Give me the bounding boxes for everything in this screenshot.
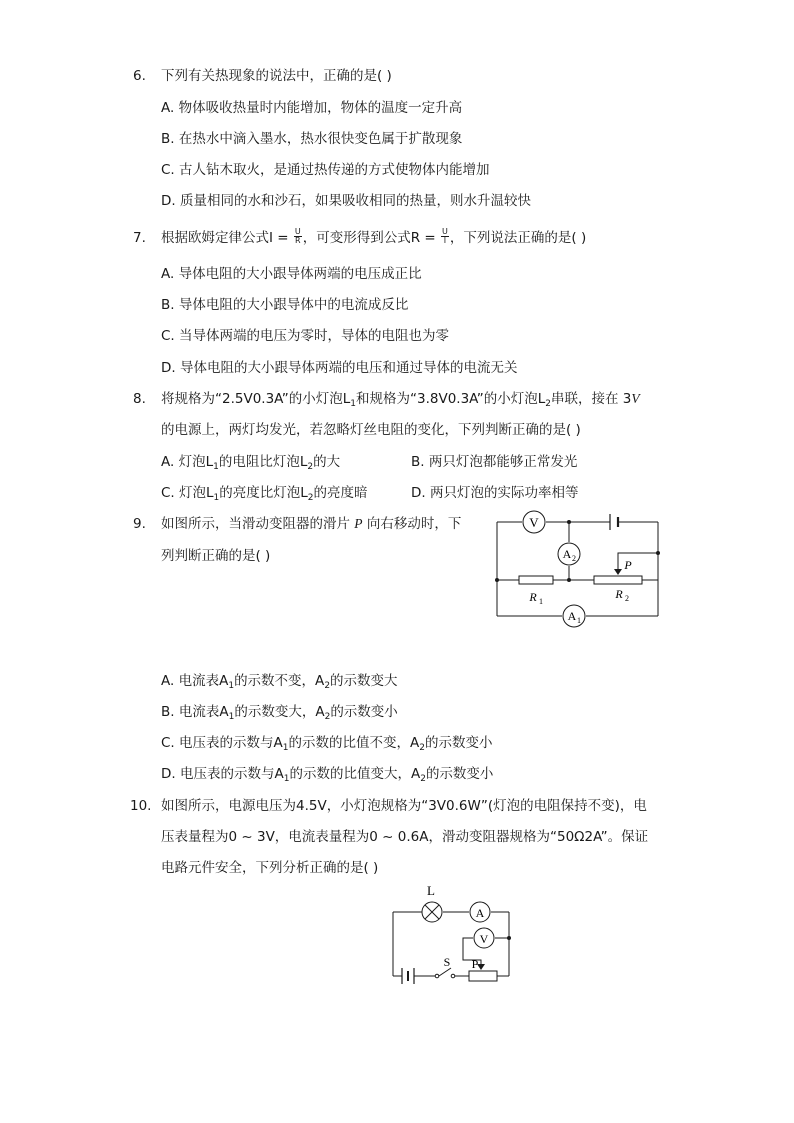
q10-ammeter-symbol bbox=[470, 902, 490, 922]
q9-stem-part-b: 向右移动时，下 bbox=[362, 516, 462, 532]
q9-optD-part-b: 的示数的比值变大，A bbox=[289, 766, 421, 782]
q6-stem: 下列有关热现象的说法中，正确的是( ) bbox=[161, 68, 392, 84]
q7-formula-fraction-2 bbox=[441, 228, 449, 245]
q9-ammeter-a1-sub: 1 bbox=[577, 616, 581, 625]
q9-optD-part-c: 的示数变小 bbox=[425, 766, 494, 782]
q10-voltmeter-symbol bbox=[474, 928, 494, 948]
q8-sub-1: 1 bbox=[350, 399, 356, 409]
q7-option-d: D. 导体电阻的大小跟导体两端的电压和通过导体的电流无关 bbox=[161, 360, 518, 376]
q8-option-a bbox=[161, 453, 340, 471]
q9-optB-part-c: 的示数变小 bbox=[330, 704, 398, 720]
q9-optA-part-c: 的示数变大 bbox=[330, 673, 398, 689]
q8-option-c bbox=[161, 484, 368, 502]
q9-optB-sub-1: 1 bbox=[228, 712, 235, 722]
q8-optA-part-a: A. 灯泡L bbox=[161, 454, 214, 470]
q9-ammeter-a2-symbol bbox=[558, 543, 580, 565]
q9-optA-part-a: A. 电流表A bbox=[161, 673, 229, 689]
q9-optA-sub-2: 2 bbox=[324, 681, 331, 691]
q9-optC-part-c: 的示数变小 bbox=[424, 735, 493, 751]
q9-optD-sub-2: 2 bbox=[420, 774, 426, 784]
q9-ammeter-a2-label: A bbox=[562, 547, 572, 561]
q9-option-b bbox=[161, 703, 398, 721]
q10-circuit-diagram bbox=[385, 880, 520, 992]
q9-stem-part-a: 如图所示，当滑动变阻器的滑片 bbox=[161, 516, 355, 532]
q9-optB-part-a: B. 电流表A bbox=[161, 704, 229, 720]
q9-optD-sub-1: 1 bbox=[283, 774, 290, 784]
q8-optA-part-b: 的电阻比灯泡L bbox=[218, 454, 308, 470]
q8-number: 8. bbox=[133, 391, 146, 407]
q7-frac2-num: U bbox=[442, 226, 448, 236]
q8-stem-part-a: 将规格为“2.5V0.3A”的小灯泡L bbox=[161, 391, 351, 407]
q6-option-b: B. 在热水中滴入墨水，热水很快变色属于扩散现象 bbox=[161, 131, 463, 147]
q7-option-a: A. 导体电阻的大小跟导体两端的电压成正比 bbox=[161, 266, 422, 282]
q6-number: 6. bbox=[133, 68, 146, 84]
q10-stem-line2: 压表量程为0 ~ 3V，电流表量程为0 ~ 0.6A，滑动变阻器规格为“50Ω2A”。保证 bbox=[161, 829, 649, 845]
q9-option-d bbox=[161, 765, 493, 783]
q10-stem-line1: 如图所示，电源电压为4.5V，小灯泡规格为“3V0.6W”(灯泡的电阻保持不变)，电 bbox=[161, 798, 647, 814]
q10-switch-label: S bbox=[443, 955, 451, 969]
q10-number: 10. bbox=[130, 798, 152, 814]
q8-stem-line2: 的电源上，两灯均发光，若忽略灯丝电阻的变化，下列判断正确的是( ) bbox=[161, 422, 581, 438]
q9-ammeter-a1-symbol bbox=[563, 605, 585, 627]
q9-optC-sub-2: 2 bbox=[419, 743, 425, 753]
q7-formula-fraction-1 bbox=[294, 228, 302, 245]
q9-optA-sub-1: 1 bbox=[228, 681, 235, 691]
q10-slider-label: P bbox=[471, 957, 479, 971]
q9-r1-label: R bbox=[529, 590, 537, 604]
q10-rheostat bbox=[469, 971, 497, 981]
q7-number: 7. bbox=[133, 230, 146, 246]
q8-optC-sub-1: 1 bbox=[213, 493, 220, 503]
q8-stem-part-b: 和规格为“3.8V0.3A”的小灯泡L bbox=[356, 391, 546, 407]
q8-optA-sub-2: 2 bbox=[307, 462, 314, 472]
q10-stem-line3: 电路元件安全，下列分析正确的是( ) bbox=[161, 860, 379, 876]
q8-stem-line1 bbox=[161, 390, 640, 408]
q8-optC-part-c: 的亮度暗 bbox=[313, 485, 368, 501]
q9-circuit-diagram bbox=[490, 508, 670, 630]
q9-rheostat-r2 bbox=[594, 576, 642, 584]
q9-stem-line1 bbox=[161, 515, 461, 533]
q8-option-d: D. 两只灯泡的实际功率相等 bbox=[411, 485, 579, 501]
q9-optB-part-b: 的示数变大，A bbox=[234, 704, 325, 720]
q9-optB-sub-2: 2 bbox=[324, 712, 331, 722]
q10-lamp-label: L bbox=[427, 883, 435, 898]
q8-stem-part-c: 串联，接在 3 bbox=[551, 391, 632, 407]
q10-ammeter-label: A bbox=[475, 906, 485, 920]
q9-optC-part-b: 的示数的比值不变，A bbox=[288, 735, 420, 751]
q9-ammeter-a2-sub: 2 bbox=[572, 554, 576, 563]
q8-option-b: B. 两只灯泡都能够正常发光 bbox=[411, 454, 578, 470]
q9-optD-part-a: D. 电压表的示数与A bbox=[161, 766, 284, 782]
q8-optA-sub-1: 1 bbox=[213, 462, 219, 472]
q7-stem-b: ，可变形得到公式R = bbox=[302, 230, 441, 246]
q7-stem bbox=[161, 226, 587, 247]
q9-r2-sub: 2 bbox=[625, 594, 629, 603]
q7-frac2-den: I bbox=[443, 235, 447, 245]
q7-frac1-num: U bbox=[294, 226, 301, 236]
q6-option-d: D. 质量相同的水和沙石，如果吸收相同的热量，则水升温较快 bbox=[161, 193, 531, 209]
q8-optC-part-a: C. 灯泡L bbox=[161, 485, 214, 501]
q9-stem-line2: 列判断正确的是( ) bbox=[161, 548, 271, 564]
q10-lamp-symbol bbox=[422, 902, 442, 922]
q9-stem-p: P bbox=[354, 516, 363, 531]
q9-r2-label: R bbox=[615, 587, 623, 601]
q9-optC-sub-1: 1 bbox=[282, 743, 289, 753]
q9-optC-part-a: C. 电压表的示数与A bbox=[161, 735, 283, 751]
q6-option-a: A. 物体吸收热量时内能增加，物体的温度一定升高 bbox=[161, 100, 463, 116]
q9-option-c bbox=[161, 734, 492, 752]
q9-voltmeter-label: V bbox=[529, 515, 539, 530]
q7-option-b: B. 导体电阻的大小跟导体中的电流成反比 bbox=[161, 297, 409, 313]
q7-stem-c: ，下列说法正确的是( ) bbox=[449, 230, 587, 246]
q9-ammeter-a1-label: A bbox=[567, 609, 577, 623]
q8-stem-unit-v: V bbox=[631, 391, 640, 406]
q8-sub-2: 2 bbox=[545, 399, 551, 409]
q9-voltmeter-symbol bbox=[523, 511, 545, 533]
q9-optA-part-b: 的示数不变，A bbox=[234, 673, 325, 689]
q7-frac1-den: R bbox=[295, 235, 301, 245]
q8-optC-part-b: 的亮度比灯泡L bbox=[219, 485, 308, 501]
q9-option-a bbox=[161, 672, 398, 690]
q7-stem-a: 根据欧姆定律公式I = bbox=[161, 230, 293, 246]
q9-number: 9. bbox=[133, 516, 146, 532]
q8-optA-part-c: 的大 bbox=[313, 454, 341, 470]
q6-option-c: C. 古人钻木取火，是通过热传递的方式使物体内能增加 bbox=[161, 162, 490, 178]
q10-voltmeter-label: V bbox=[479, 932, 489, 946]
q9-resistor-r1 bbox=[519, 576, 553, 584]
q9-r1-sub: 1 bbox=[539, 597, 543, 606]
q8-optC-sub-2: 2 bbox=[307, 493, 314, 503]
q9-slider-label: P bbox=[624, 558, 632, 572]
q7-option-c: C. 当导体两端的电压为零时，导体的电阻也为零 bbox=[161, 328, 450, 344]
q9-slider-arrow-icon bbox=[614, 569, 622, 575]
